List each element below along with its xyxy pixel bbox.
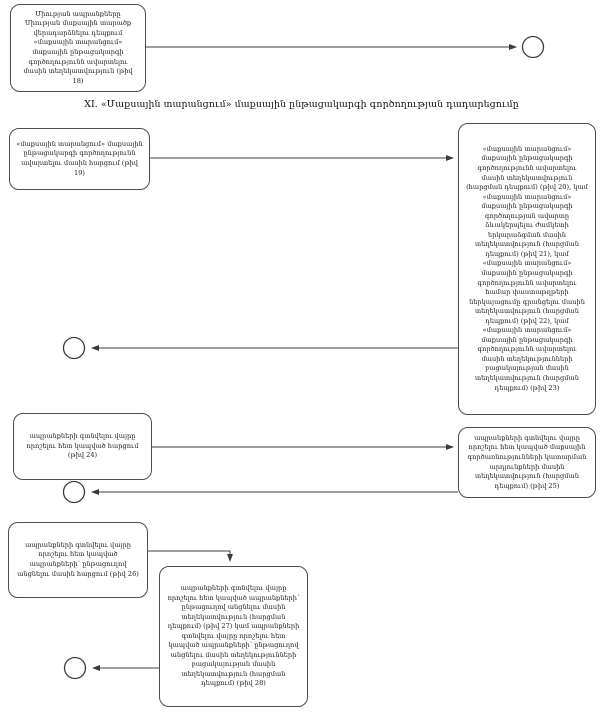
section-title: XI. «Մաքսային տարանցում» մաքսային ընթացակարգի գործողության դադարեցումը [84, 99, 519, 110]
end-event-circle-1 [523, 37, 544, 58]
flow-node-request-26-label: ապրանքների գտնվելու վայրը որոշելու հետ կապված ապրանքների՝ ընթացուղով անցնելու մասին հարցում (թիվ 26) [17, 540, 139, 578]
flow-node-info-27-28 [159, 566, 308, 707]
flow-node-info-20-23-label: «մաքսային տարանցում» մաքսային ընթացակարգի գործողությունն ավարտելու մասին տեղեկատվություն (հարցման դեպքում) (թիվ 20), կամ «մաքսային տարանցում» մաքսային ընթացակարգի գործողության ավարտը ձևակերպելու ժամկետի երկարաձգման մասին տեղեկատվություն (հարցման դեպքում) (թիվ 21), կամ «մաքսային տարանցում» մաքսային ընթացակարգի գործողությունն ավարտելու համար փաստաթղթերի ներկայացումը գրանցելու մասին տեղեկատվություն (հարցման դեպքում) (թիվ 22), կամ «մաքսային տարանցում» մաքսային ընթացակարգի գործողությունն ավարտելու մասին տեղեկությունների բացակայության մասին տեղեկատվություն (հարցման դեպքում) (թիվ 23) [466, 144, 588, 392]
flow-node-request-26 [8, 522, 148, 598]
end-event-circle-2 [64, 338, 85, 359]
flow-node-info-25 [458, 427, 596, 498]
flow-node-request-19-label: «մաքսային տարանցում» մաքսային ընթացակարգի գործողությունն ավարտելու մասին հարցում (թիվ 19) [16, 139, 143, 177]
end-event-circle-4 [65, 658, 86, 679]
flow-node-request-24 [13, 413, 152, 480]
connector-26-to-27-28 [148, 551, 230, 561]
end-event-circle-3 [64, 482, 85, 503]
flow-node-info-27-28-label: ապրանքների գտնվելու վայրը որոշելու հետ կապված ապրանքների՝ ընթացուղով անցնելու մասին տեղեկատվություն (հարցման դեպքում) (թիվ 27) կամ ապրանքների գտնվելու վայրը որոշելու հետ կապված ապրանքների՝ ընթացուղով անցնելու մասին տեղեկությունների բացակայության մասին տեղեկատվություն (հարցման դեպքում) (թիվ 28) [167, 583, 300, 688]
flow-node-request-24-label: ապրանքների գտնվելու վայրը որոշելու հետ կապված հարցում (թիվ 24) [26, 432, 139, 460]
flow-node-info-18 [10, 4, 146, 92]
flow-node-info-18-label: Միության ապրանքները Միության մաքսային տարածք վերադարձնելու դեպքում «մաքսային տարանցում» մաքսային ընթացակարգի գործողությունն ավարտելու մասին տեղեկատվություն (թիվ 18) [23, 9, 133, 85]
flow-node-info-20-23 [458, 123, 596, 415]
flow-node-info-25-label: ապրանքների գտնվելու վայրը որոշելու հետ կապված մաքսային գործառնությունների կատարման արդյունքների մասին տեղեկատվություն (հարցման դեպքում) (թիվ 25) [467, 433, 587, 490]
flow-node-request-19 [9, 128, 150, 190]
